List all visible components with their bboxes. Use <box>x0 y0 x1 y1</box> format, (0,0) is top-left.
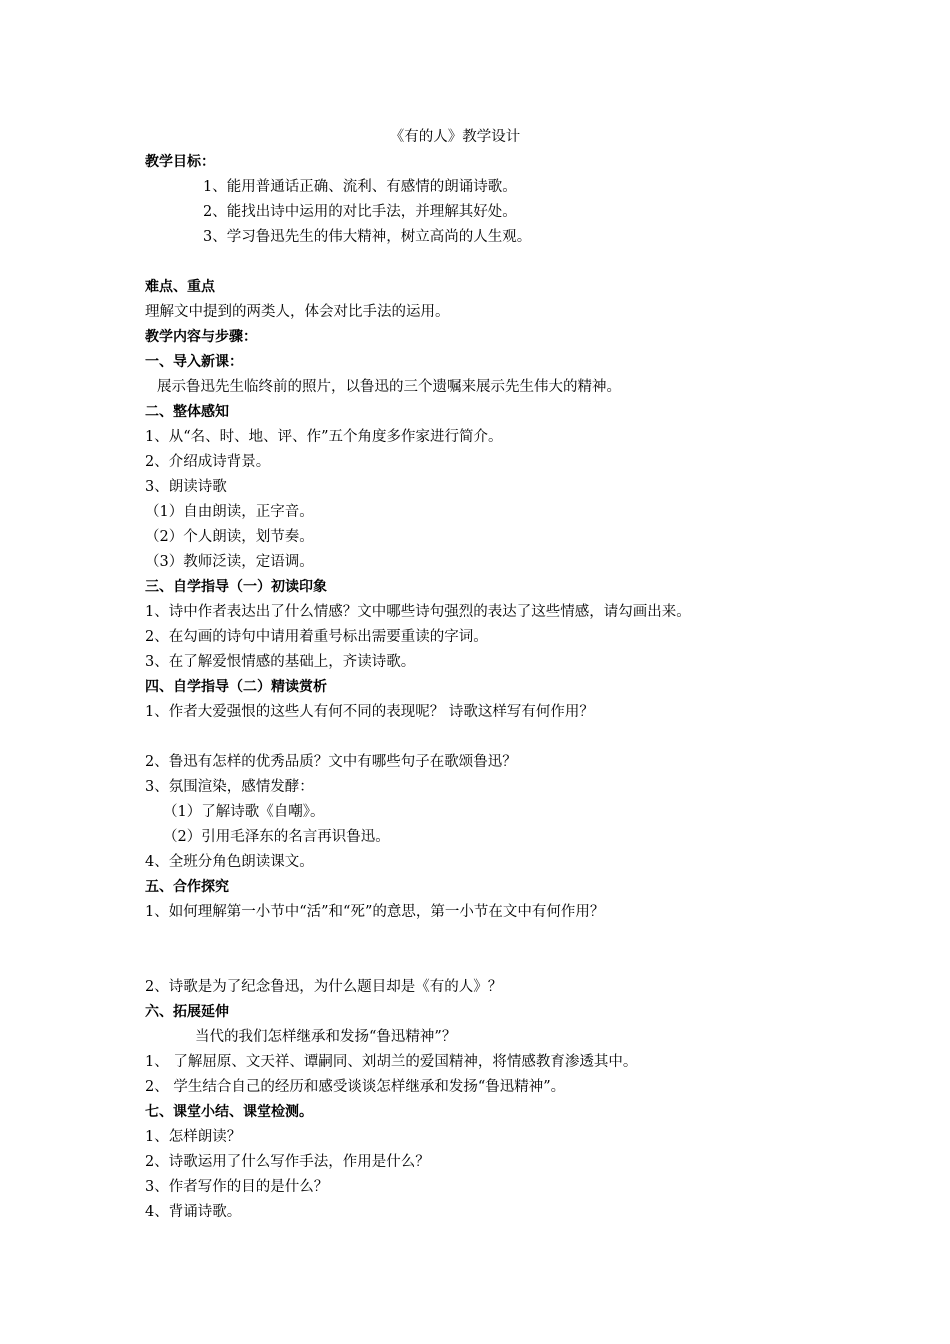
keypoints-text: 理解文中提到的两类人，体会对比手法的运用。 <box>145 304 450 320</box>
objective-item: 3、学习鲁迅先生的伟大精神，树立高尚的人生观。 <box>203 229 532 245</box>
list-item: 3、朗读诗歌 <box>145 479 227 495</box>
sub-list-item: （3）教师泛读，定语调。 <box>145 554 314 570</box>
list-item: 2、在勾画的诗句中请用着重号标出需要重读的字词。 <box>145 629 488 645</box>
list-item: 1、怎样朗读？ <box>145 1129 242 1145</box>
sub-list-item: （1）自由朗读，正字音。 <box>145 504 314 520</box>
section-heading-3: 三、自学指导（一）初读印象 <box>145 579 327 595</box>
list-item: 1、作者大爱强恨的这些人有何不同的表现呢？ 诗歌这样写有何作用？ <box>145 704 594 720</box>
section-heading-4: 四、自学指导（二）精读赏析 <box>145 679 327 695</box>
list-item: 3、氛围渲染，感情发酵： <box>145 779 314 795</box>
steps-heading: 教学内容与步骤： <box>145 329 257 345</box>
section-heading-2: 二、整体感知 <box>145 404 229 420</box>
list-item: 2、 学生结合自己的经历和感受谈谈怎样继承和发扬“鲁迅精神”。 <box>145 1079 566 1095</box>
list-item: 2、鲁迅有怎样的优秀品质？文中有哪些句子在歌颂鲁迅？ <box>145 754 517 770</box>
section-heading-1: 一、导入新课： <box>145 354 243 370</box>
list-item: 4、全班分角色朗读课文。 <box>145 854 314 870</box>
list-item: 4、背诵诗歌。 <box>145 1204 242 1220</box>
list-item: 3、在了解爱恨情感的基础上，齐读诗歌。 <box>145 654 416 670</box>
document-title: 《有的人》教学设计 <box>389 129 521 145</box>
section-heading-7: 七、课堂小结、课堂检测。 <box>145 1104 313 1120</box>
list-item: 3、作者写作的目的是什么？ <box>145 1179 329 1195</box>
section-1-text: 展示鲁迅先生临终前的照片，以鲁迅的三个遗嘱来展示先生伟大的精神。 <box>157 379 621 395</box>
section-heading-5: 五、合作探究 <box>145 879 229 895</box>
objective-item: 2、能找出诗中运用的对比手法，并理解其好处。 <box>203 204 517 220</box>
sub-list-item: （2）引用毛泽东的名言再识鲁迅。 <box>163 829 390 845</box>
objective-item: 1、能用普通话正确、流利、有感情的朗诵诗歌。 <box>203 179 517 195</box>
list-item: 1、 了解屈原、文天祥、谭嗣同、刘胡兰的爱国精神，将情感教育渗透其中。 <box>145 1054 638 1070</box>
section-heading-6: 六、拓展延伸 <box>145 1004 229 1020</box>
list-item: 1、诗中作者表达出了什么情感？文中哪些诗句强烈的表达了这些情感，请勾画出来。 <box>145 604 691 620</box>
sub-list-item: （1）了解诗歌《自嘲》。 <box>163 804 325 820</box>
keypoints-heading: 难点、重点 <box>145 279 215 295</box>
list-item: 2、诗歌运用了什么写作手法，作用是什么？ <box>145 1154 430 1170</box>
objectives-heading: 教学目标： <box>145 154 215 170</box>
list-item: 1、如何理解第一小节中“活”和“死”的意思，第一小节在文中有何作用？ <box>145 904 605 920</box>
list-item: 2、介绍成诗背景。 <box>145 454 271 470</box>
list-item: 2、诗歌是为了纪念鲁迅，为什么题目却是《有的人》？ <box>145 979 503 995</box>
section-6-intro: 当代的我们怎样继承和发扬“鲁迅精神”？ <box>195 1029 457 1045</box>
list-item: 1、从“名、时、地、评、作”五个角度多作家进行简介。 <box>145 429 503 445</box>
sub-list-item: （2）个人朗读，划节奏。 <box>145 529 314 545</box>
document-page <box>145 125 825 1225</box>
